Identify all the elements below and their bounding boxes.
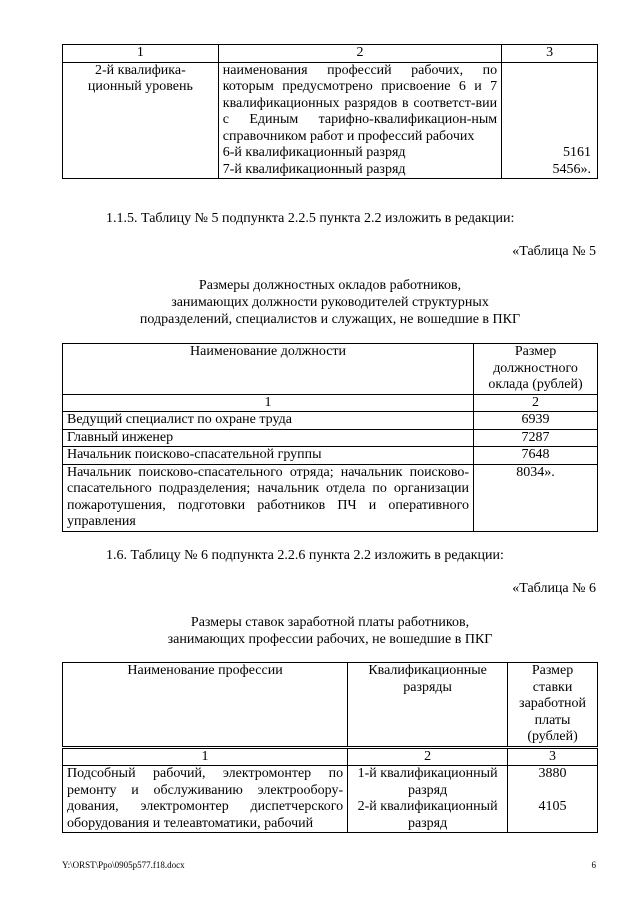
table-6-label: «Таблица № 6 <box>512 581 596 596</box>
table-6-title-line-2: занимающих профессии рабочих, не вошедшие в ПКГ <box>167 632 493 647</box>
salary-values-cell <box>502 62 598 179</box>
salary-value: 7648 <box>474 447 598 465</box>
grade-6-value: 5161 <box>563 145 591 160</box>
table-row <box>63 766 598 833</box>
profession-description: наименования профессий рабочих, по которым предусмотрено присвоение 6 и 7 квалификационных разрядов в соответст-вии с Единым тарифно-квалификацион-ным справочником работ и профессий рабочих <box>222 62 498 144</box>
table-5 <box>62 343 598 532</box>
table-5-col2-num: 2 <box>474 394 598 412</box>
table-6-col2-num: 2 <box>348 747 508 766</box>
table-5-title-line-2: занимающих должности руководителей структурных <box>171 295 489 310</box>
table-6 <box>62 662 598 833</box>
position-name: Начальник поисково-спасательного отряда; начальник поисково-спасательного подразделения; начальник отдела по организации пожаротушения, подготовки работников ПЧ и оперативного управления <box>63 464 474 531</box>
table-6-header-size: Размер ставки заработной платы (рублей) <box>508 663 598 748</box>
page-number: 6 <box>591 860 596 870</box>
table-5-title-line-3: подразделений, специалистов и служащих, не вошедшие в ПКГ <box>139 312 521 327</box>
rates-cell <box>508 766 598 833</box>
paragraph-1-1-5: 1.1.5. Таблицу № 5 подпункта 2.2.5 пункта 2.2 изложить в редакции: <box>106 211 515 226</box>
grade-1-label: 1-й квалификационный разряд <box>357 766 498 798</box>
grade-6-label: 6-й квалификационный разряд <box>222 145 406 160</box>
table-5-title <box>62 277 598 328</box>
table-6-header-grades: Квалификационные разряды <box>348 663 508 748</box>
table-top-col1-num: 1 <box>63 45 219 63</box>
table-6-header-row <box>63 663 598 748</box>
footer-file-path: Y:\ORST\Ppo\0905p577.f18.docx <box>62 860 185 870</box>
table-6-col1-num: 1 <box>63 747 348 766</box>
grade-2-value: 4105 <box>538 798 567 814</box>
table-5-header-size: Размер должностного оклада (рублей) <box>474 344 598 395</box>
salary-value: 8034». <box>474 464 598 531</box>
position-name: Главный инженер <box>63 429 474 447</box>
table-top-col2-num: 2 <box>218 45 501 63</box>
table-row <box>63 464 598 531</box>
table-top-header-row <box>63 45 598 63</box>
grade-1-value: 3880 <box>538 766 567 781</box>
table-row <box>63 447 598 465</box>
table-5-header-name: Наименование должности <box>63 344 474 395</box>
grade-2-label: 2-й квалификационный разряд <box>357 799 498 831</box>
qualification-level: 2-й квалифика-ционный уровень <box>63 62 219 179</box>
profession-name: Подсобный рабочий, электромонтер по ремонту и обслуживанию электрообору-дования, электромонтер диспетчерского оборудования и телеавтоматики, рабочий <box>63 766 348 833</box>
table-6-number-row <box>63 747 598 766</box>
table-top <box>62 44 598 179</box>
grade-7-value: 5456». <box>552 161 591 177</box>
position-name: Начальник поисково-спасательной группы <box>63 447 474 465</box>
table-5-col1-num: 1 <box>63 394 474 412</box>
table-row <box>63 62 598 179</box>
table-6-header-name: Наименование профессии <box>63 663 348 748</box>
table-5-title-line-1: Размеры должностных окладов работников, <box>198 278 462 293</box>
table-5-header-row <box>63 344 598 395</box>
table-6-col3-num: 3 <box>508 747 598 766</box>
grades-cell <box>348 766 508 833</box>
salary-value: 6939 <box>474 412 598 430</box>
grade-7-label: 7-й квалификационный разряд <box>222 161 406 177</box>
profession-description-cell <box>218 62 501 179</box>
table-6-title-line-1: Размеры ставок заработной платы работников, <box>190 615 470 630</box>
table-6-title <box>62 614 598 648</box>
table-row <box>63 429 598 447</box>
position-name: Ведущий специалист по охране труда <box>63 412 474 430</box>
salary-value: 7287 <box>474 429 598 447</box>
table-5-label: «Таблица № 5 <box>512 244 596 259</box>
table-5-number-row <box>63 394 598 412</box>
table-top-col3-num: 3 <box>502 45 598 63</box>
paragraph-1-6: 1.6. Таблицу № 6 подпункта 2.2.6 пункта 2.2 изложить в редакции: <box>106 548 504 563</box>
table-row <box>63 412 598 430</box>
